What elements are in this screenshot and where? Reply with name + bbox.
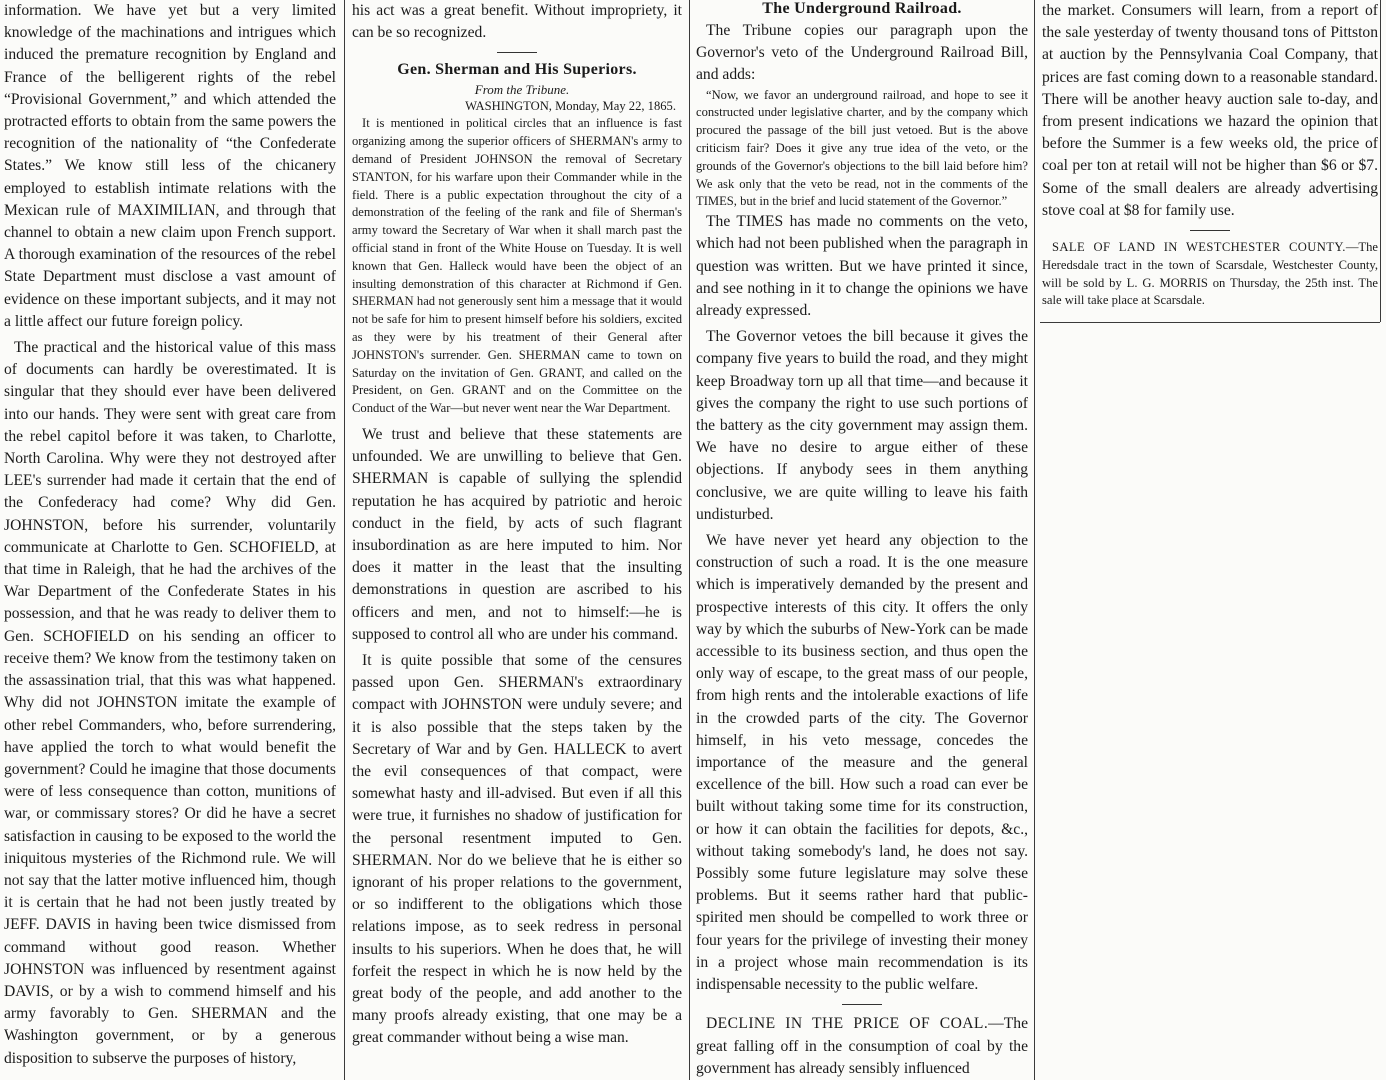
column-3 (696, 0, 1028, 1080)
article-source: From the Tribune. (474, 82, 570, 98)
article-headline-sherman: Gen. Sherman and His Superiors. (397, 61, 637, 79)
col1-paragraph-2: The practical and the historical value of this mass of documents can hardly be overestimated. It is singular that they should ever have been delivered into our hands. They were sent with great care from the rebel capitol before it was taken, to Charlotte, North Carolina. Why were they not destroyed after LEE's surrender had made it certain that the end of the Confederacy had come? Why did Gen. JOHNSTON, before his surrender, voluntarily communicate at Charlotte to Gen. SCHOFIELD, at that time in Raleigh, that he had the archives of the War Department of the Confederate States in his possession, and that he was ready to deliver them to Gen. SCHOFIELD on his sending an officer to receive them? We know from the testimony taken on the assassination trial, that this was what happened. Why did not JOHNSTON imitate the example of other rebel Commanders, who, before surrendering, have applied the torch to what would benefit the government? Could he imagine that those documents were of less consequence than cotton, munitions of war, or commissary stores? Or did he have a secret satisfaction in causing to be exposed to the world the iniquitous mysteries of the Richmond rule. We will not say that the latter motive influenced him, though it is certain that he had not been justly treated by JEFF. DAVIS in having been twice dismissed from command without good reason. Whether JOHNSTON was influenced by resentment against DAVIS, or by a wish to commend himself and his army favorably to Gen. SHERMAN and the Washington government, or by a generous disposition to subserve the purposes of history, (4, 339, 336, 1067)
section-divider (497, 52, 537, 53)
section-divider (842, 1004, 882, 1005)
col3-paragraph-2: The Governor vetoes the bill because it gives the company five years to build the road, and they might keep Broadway torn up all that time—and because it gives the company the right to use such portions of the battery as the city government may assign them. We have no desire to argue either of these objections. If anybody sees in them anything conclusive, we are quite willing to leave his faith undisturbed. (696, 328, 1028, 523)
col2-paragraph-0: his act was a great benefit. Without impropriety, it can be so recognized. (352, 2, 682, 42)
column-rule-2 (689, 0, 690, 1080)
land-lead: SALE OF LAND IN WESTCHESTER COUNTY. (1052, 240, 1346, 255)
col2-paragraph-1: We trust and believe that these statements are unfounded. We are unwilling to believe that Gen. SHERMAN is capable of sullying the splendid reputation he has acquired by patriotic and heroic conduct in the field, by acts of such flagrant insubordination as are here imputed to him. Nor does it matter in the least that the insulting demonstrations in question are ascribed to his officers and men, and not to himself:—he is supposed to control all who are under his command. (352, 425, 682, 643)
col4-land-paragraph (1042, 239, 1378, 310)
article-headline-underground: The Underground Railroad. (762, 0, 962, 17)
section-divider (1190, 230, 1230, 231)
article-dateline: WASHINGTON, Monday, May 22, 1865. (465, 99, 676, 114)
col3-coal-paragraph (696, 1013, 1028, 1080)
col4-paragraph-0: the market. Consumers will learn, from a report of the sale yesterday of twenty thousand tons of Pittston at auction by the Pennsylvania Coal Company, that prices are fast coming down to a reasonable standard. There will be another heavy auction sale to-day, and from present indications we hazard the opinion that before the Summer is a few weeks old, the price of coal per ton at retail will not be higher than $6 or $7. Some of the small dealers are already advertising stove coal at $8 for family use. (1042, 2, 1378, 219)
coal-text: —The great falling off in the consumption of coal by the government has already sensibly influenced (696, 1015, 1028, 1077)
column-4 (1042, 0, 1378, 320)
col3-quote: “Now, we favor an underground railroad, and hope to see it constructed under legislative charter, and by the company which procured the passage of the bill just vetoed. But is the above criticism fair? Does it give any true idea of the veto, or the grounds of the Governor's objections to the bill laid before him? We ask only that the veto be read, not in the comments of the TIMES, but in the brief and lucid statement of the Governor.” (696, 87, 1028, 209)
column-2 (352, 0, 682, 1080)
col3-paragraph-3: We have never yet heard any objection to the construction of such a road. It is the one measure which is imperatively demanded by the present and prospective interests of this city. It offers the only way by which the suburbs of New-York can be made accessible to its business section, and thus open the only way of escape, to the great mass of our people, from high rents and the intolerable exactions of life in the crowded parts of the city. The Governor himself, in his veto message, concedes the importance of the measure and the general excellence of the bill. How such a road can ever be built without taking some time for its construction, or how it can obtain the facilities for depots, &c., without taking somebody's land, he does not say. Possibly some future legislature may solve these problems. But it seems rather hard that public-spirited men should be compelled to work three or four years for the privilege of investing their money in a project whose main recommendation is its indispensable necessity to the public welfare. (696, 532, 1028, 994)
column-rule-4 (1380, 0, 1381, 322)
col3-paragraph-0: The Tribune copies our paragraph upon the Governor's veto of the Underground Railroad Bill, and adds: (696, 22, 1028, 84)
col1-paragraph-1: information. We have yet but a very limited knowledge of the machinations and intrigues which induced the premature recognition by England and France of the belligerent rights of the rebel “Provisional Government,” and which attended the protracted efforts to obtain from the same powers the recognition of the nationality of “the Confederate States.” We know still less of the chicanery employed to establish intimate relations with the Mexican rule of MAXIMILIAN, and through that channel to obtain a new claim upon French support. A thorough examination of the resources of the rebel State Department must disclose a vast amount of evidence on these important subjects, and it may not a little affect our future foreign policy. (4, 2, 336, 330)
col2-paragraph-2: It is quite possible that some of the censures passed upon Gen. SHERMAN's extraordinary compact with JOHNSTON were unduly severe; and it is also possible that the steps taken by the Secretary of War and by Gen. HALLECK to avert the evil consequences of that compact, were somewhat hasty and ill-advised. But even if all this were true, it furnishes no shadow of justification for the personal resentment imputed to Gen. SHERMAN. Nor do we believe that he is either so ignorant of his proper relations to the government, or so indifferent to the obligations which those relations impose, as to seek redress in personal insults to his superiors. When he does that, he will forfeit the respect in which he is now held by the great body of the people, and add another to the many proofs already existing, that one may be a great commander without being a wise man. (352, 651, 682, 1047)
column-rule-1 (344, 0, 345, 1080)
article-dispatch: It is mentioned in political circles that an influence is fast organizing among the superior officers of SHERMAN's army to demand of President JOHNSON the removal of Secretary STANTON, for his warfare upon their Commander while in the field. There is a public expectation throughout the city of a demonstration of the feeling of the rank and file of Sherman's army toward the Secretary of War when it shall march past the official stand in front of the White House on Tuesday. It is well known that Gen. Halleck would have been the object of an insulting demonstration of this character at Richmond if Gen. SHERMAN had not generously sent him a message that it would not be safe for him to present himself before his soldiers, excited as they were by his treatment of their General after JOHNSTON's surrender. Gen. SHERMAN came to town on Saturday on the invitation of Gen. GRANT, and called on the President, on Gen. GRANT and on the Committee on the Conduct of the War—but never went near the War Department. (352, 116, 682, 416)
column-rule-3 (1034, 0, 1035, 1080)
column-1 (4, 0, 336, 1080)
col3-paragraph-1: The TIMES has made no comments on the veto, which had not been published when the paragraph in question was written. But we have printed it since, and see nothing in it to change the opinions we have already expressed. (696, 213, 1028, 319)
land-text: —The Heredsdale tract in the town of Scarsdale, Westchester County, will be sold by L. G. MORRIS on Thursday, the 25th inst. The sale will take place at Scarsdale. (1042, 240, 1378, 308)
coal-lead: DECLINE IN THE PRICE OF COAL. (706, 1015, 989, 1033)
column-4-bottom-rule (1040, 322, 1380, 323)
